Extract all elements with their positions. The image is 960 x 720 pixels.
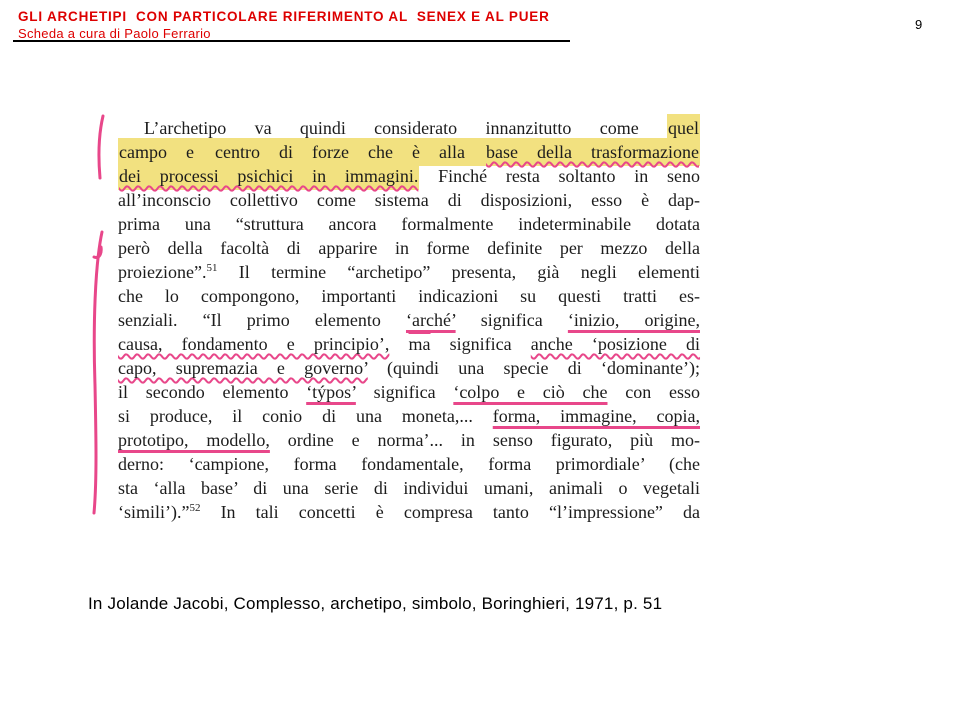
underlined-text-segment: $\overline{ma}$ [408, 334, 431, 354]
excerpt-line-9 [118, 308, 700, 332]
excerpt-line-12 [118, 380, 700, 404]
slide-title: GLI ARCHETIPI CON PARTICOLARE RIFERIMENTO AL SENEX E AL PUER [18, 9, 550, 24]
text-segment: però della facoltà di apparire in forme definite per mezzo della [118, 238, 700, 258]
highlighted-text-segment: campo e [118, 138, 195, 166]
highlighted-text-segment: centro di forze che è alla [195, 138, 485, 166]
text-segment: senziali. “Il primo elemento [118, 310, 406, 330]
underlined-text-segment: prototipo, modello, [118, 430, 270, 450]
highlighted-text-segment: dei processi psichici in immagini. [118, 162, 419, 190]
underlined-text-segment: ‘colpo e ciò che [453, 382, 608, 402]
text-segment: che lo compongono, importanti indicazioni su questi tratti es- [118, 286, 700, 306]
text-segment: significa [455, 310, 568, 330]
text-segment: con esso [607, 382, 700, 402]
excerpt-line-13 [118, 404, 700, 428]
excerpt-line-4 [118, 188, 700, 212]
text-segment: all’inconscio collettivo come sistema di disposizioni, esso è dap- [118, 190, 700, 210]
header-underline-rule [13, 40, 570, 42]
text-segment: 51 [206, 262, 218, 274]
text-segment: ordine e norma’... in senso figurato, più mo- [269, 430, 700, 450]
text-segment: 52 [189, 502, 201, 514]
excerpt-line-7 [118, 260, 700, 284]
excerpt-line-10 [118, 332, 700, 356]
text-segment: ‘simili’).” [118, 502, 190, 522]
book-excerpt-scan [118, 116, 700, 524]
excerpt-line-3 [118, 164, 700, 188]
excerpt-line-17 [118, 500, 700, 524]
text-segment: proiezione”. [118, 262, 207, 282]
text-segment: (quindi una specie di ‘dominante’); [367, 358, 700, 378]
excerpt-line-11 [118, 356, 700, 380]
underlined-text-segment: ‘inizio, origine, [567, 310, 700, 330]
margin-mark-annotations [88, 105, 112, 525]
excerpt-line-1 [118, 116, 700, 140]
underlined-text-segment: anche ‘posizione di [530, 334, 701, 354]
text-segment: L’ [144, 118, 160, 138]
excerpt-line-6 [118, 236, 700, 260]
slide-subtitle: Scheda a cura di Paolo Ferrario [18, 26, 211, 41]
text-segment: il secondo elemento [118, 382, 307, 402]
page-number: 9 [915, 17, 923, 32]
text-segment: sta ‘alla base’ di una serie di individui umani, animali o vegetali [118, 478, 700, 498]
excerpt-line-5 [118, 212, 700, 236]
text-segment [389, 334, 408, 354]
text-segment: Finché resta soltanto in seno [419, 166, 700, 186]
text-segment: significa [430, 334, 531, 354]
excerpt-line-8 [118, 284, 700, 308]
underlined-text-segment: archetipo [159, 118, 227, 138]
excerpt-line-15 [118, 452, 700, 476]
excerpt-line-16 [118, 476, 700, 500]
text-segment: prima una “struttura ancora formalmente indeterminabile dotata [118, 214, 700, 234]
text-segment: si produce, il conio di una moneta,... [118, 406, 493, 426]
text-segment: derno: ‘campione, forma fondamentale, forma primordiale’ (che [118, 454, 700, 474]
text-segment: In tali concetti è compresa tanto “l’impressione” da [200, 502, 700, 522]
highlighted-text-segment: quel [667, 114, 700, 142]
text-segment: significa [355, 382, 454, 402]
excerpt-line-14 [118, 428, 700, 452]
highlighted-text-segment: base della trasformazione [485, 138, 700, 166]
underlined-text-segment: causa, fondamento e principio’, [118, 334, 390, 354]
underlined-text-segment: forma, immagine, copia, [492, 406, 700, 426]
pink-margin-stroke [94, 232, 102, 513]
underlined-text-segment: ‘týpos’ [306, 382, 356, 402]
text-segment: va quindi considerato innanzitutto come [226, 118, 667, 138]
pink-margin-stroke [99, 116, 103, 178]
excerpt-line-2 [118, 140, 700, 164]
text-segment: Il termine “archetipo” presenta, già negli elementi [217, 262, 700, 282]
underlined-text-segment: ‘arché’ [405, 310, 456, 330]
source-caption: In Jolande Jacobi, Complesso, archetipo, simbolo, Boringhieri, 1971, p. 51 [88, 594, 663, 613]
underlined-text-segment: capo, supremazia e governo’ [118, 358, 368, 378]
